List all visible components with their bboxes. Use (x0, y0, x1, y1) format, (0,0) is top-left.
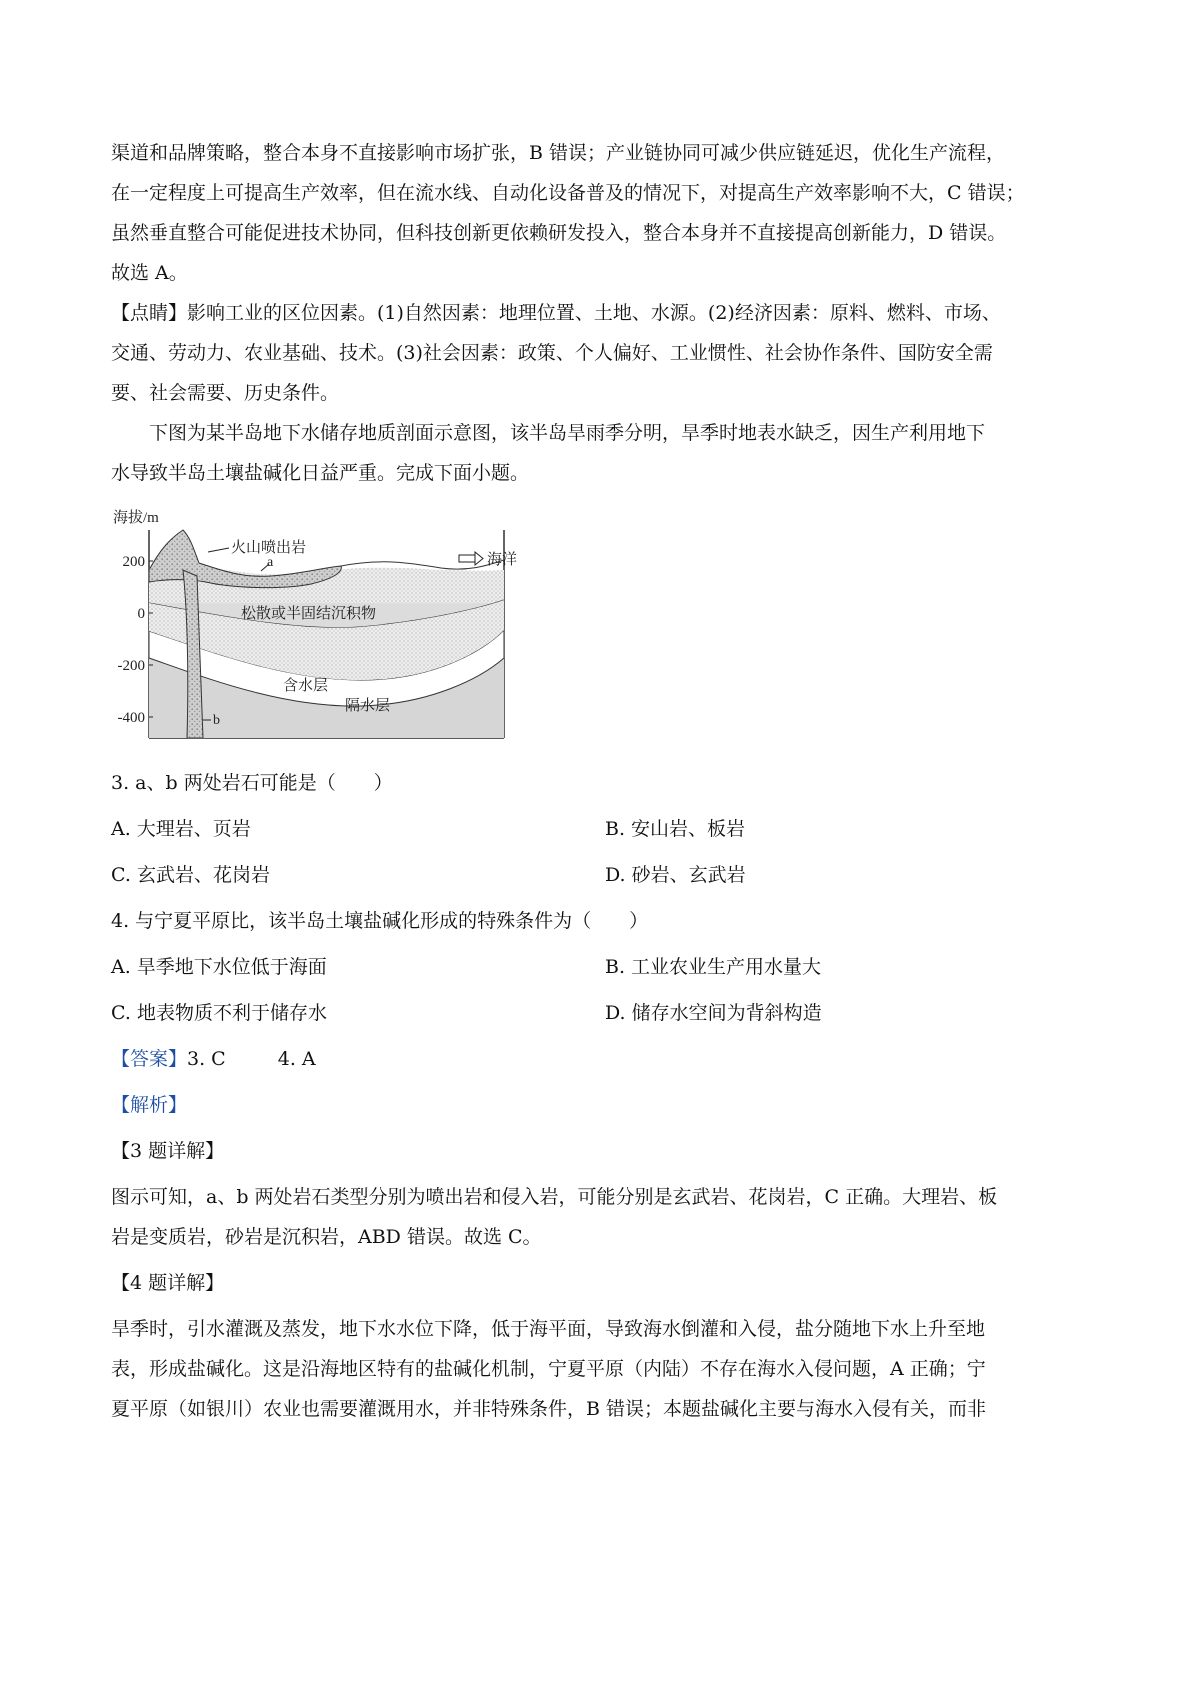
label-sediment: 松散或半固结沉积物 (241, 606, 377, 622)
detail-3-line: 图示可知，a、b 两处岩石类型分别为喷出岩和侵入岩，可能分别是玄武岩、花岗岩，C 正确。大理岩、板 (111, 1186, 998, 1208)
detail-3-tag: 【3 题详解】 (111, 1140, 225, 1162)
tick-label-0: 0 (137, 606, 145, 622)
intro-line: 下图为某半岛地下水储存地质剖面示意图，该半岛旱雨季分明，旱季时地表水缺乏，因生产利用地下 (149, 422, 986, 444)
volcanic-leader (208, 548, 229, 552)
paragraph-line: 虽然垂直整合可能促进技术协同，但科技创新更依赖研发投入，整合本身并不直接提高创新能力，D 错误。 (111, 222, 1007, 244)
answer-4: 4. A (277, 1048, 316, 1070)
volcanic-extrusive-layer (149, 530, 341, 588)
q3-option-c[interactable]: C. 玄武岩、花岗岩 (111, 864, 270, 886)
detail-4-line: 夏平原（如银川）农业也需要灌溉用水，并非特殊条件，B 错误；本题盐碱化主要与海水入侵有关，而非 (111, 1398, 987, 1420)
question-3-stem: 3. a、b 两处岩石可能是（ ） (111, 772, 393, 794)
detail-4-line: 旱季时，引水灌溉及蒸发，地下水水位下降，低于海平面，导致海水倒灌和入侵，盐分随地下水上升至地 (111, 1318, 986, 1340)
q4-option-d[interactable]: D. 储存水空间为背斜构造 (605, 1002, 822, 1024)
geologic-section-svg (111, 508, 541, 758)
question-3-options-row1 (111, 816, 1101, 862)
analysis-tag: 【解析】 (111, 1094, 188, 1116)
label-volcanic: 火山喷出岩 (231, 540, 307, 556)
question-4-options-row2 (111, 1000, 1101, 1046)
question-3-options-row2 (111, 862, 1101, 908)
tick-label-200: 200 (122, 554, 145, 570)
y-axis-label: 海拔/m (113, 510, 159, 526)
label-aquifer: 含水层 (283, 678, 329, 694)
label-ocean: 海洋 (487, 552, 518, 568)
q3-option-a[interactable]: A. 大理岩、页岩 (111, 818, 251, 840)
paragraph-line: 故选 A。 (111, 262, 188, 284)
ocean-arrow-head (475, 552, 483, 565)
tip-line: 要、社会需要、历史条件。 (111, 382, 340, 404)
answer-tag: 【答案】 (111, 1048, 188, 1070)
tick-label-neg200: -200 (117, 658, 145, 674)
detail-4-line: 表，形成盐碱化。这是沿海地区特有的盐碱化机制，宁夏平原（内陆）不存在海水入侵问题，A 正确；宁 (111, 1358, 986, 1380)
answer-3: 3. C (187, 1048, 226, 1070)
q4-option-c[interactable]: C. 地表物质不利于储存水 (111, 1002, 327, 1024)
question-4-options-row1 (111, 954, 1101, 1000)
ocean-arrow-shaft (459, 555, 475, 562)
q3-option-d[interactable]: D. 砂岩、玄武岩 (605, 864, 746, 886)
question-4-stem: 4. 与宁夏平原比，该半岛土壤盐碱化形成的特殊条件为（ ） (111, 910, 649, 932)
label-a: a (267, 555, 274, 570)
q3-option-b[interactable]: B. 安山岩、板岩 (605, 818, 746, 840)
document-content (111, 140, 1101, 1436)
q4-option-a[interactable]: A. 旱季地下水位低于海面 (111, 956, 327, 978)
q4-option-b[interactable]: B. 工业农业生产用水量大 (605, 956, 822, 978)
tick-label-neg400: -400 (117, 710, 145, 726)
tip-line: 交通、劳动力、农业基础、技术。(3)社会因素：政策、个人偏好、工业惯性、社会协作条件、国防安全需 (111, 342, 993, 364)
detail-4-tag: 【4 题详解】 (111, 1272, 225, 1294)
label-b: b (213, 713, 220, 728)
answer-line (111, 1046, 1101, 1092)
tip-line: 【点睛】影响工业的区位因素。(1)自然因素：地理位置、土地、水源。(2)经济因素：原料、燃料、市场、 (111, 302, 1001, 324)
paragraph-line: 渠道和品牌策略，整合本身不直接影响市场扩张，B 错误；产业链协同可减少供应链延迟，优化生产流程， (111, 142, 1006, 164)
geologic-section-figure (111, 508, 541, 758)
paragraph-line: 在一定程度上可提高生产效率，但在流水线、自动化设备普及的情况下，对提高生产效率影响不大，C 错误； (111, 182, 1025, 204)
label-aquiclude: 隔水层 (345, 698, 391, 714)
detail-3-line: 岩是变质岩，砂岩是沉积岩，ABD 错误。故选 C。 (111, 1226, 542, 1248)
intro-line: 水导致半岛土壤盐碱化日益严重。完成下面小题。 (111, 462, 530, 484)
